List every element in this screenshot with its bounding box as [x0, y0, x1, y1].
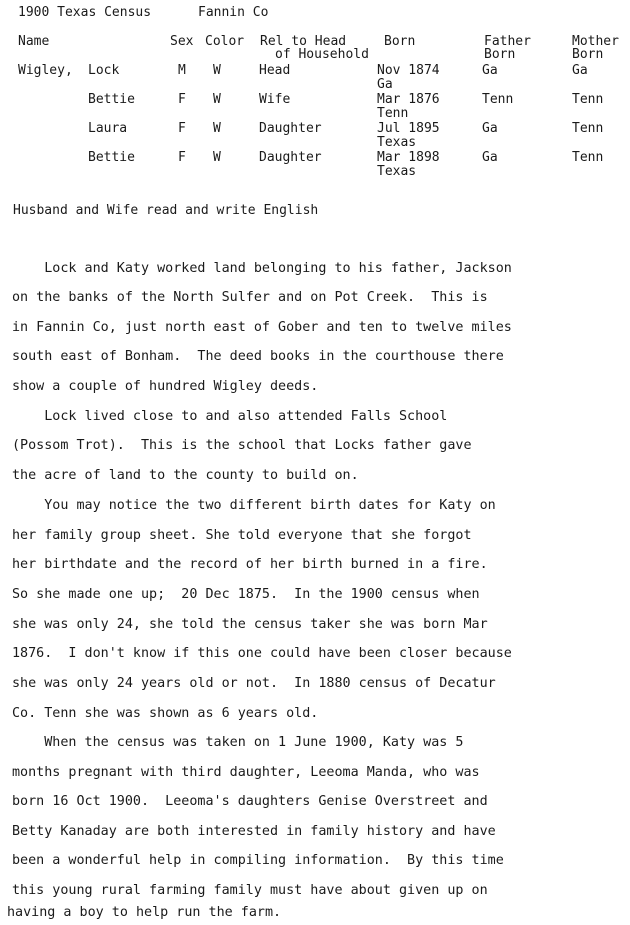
col-father-line2: Born: [484, 47, 516, 62]
body-line: When the census was taken on 1 June 1900, Katy was 5: [12, 735, 464, 750]
row-born-date: Nov 1874: [377, 63, 440, 78]
row-born-place: Texas: [377, 135, 417, 150]
body-line: on the banks of the North Sulfer and on Pot Creek. This is: [12, 290, 488, 305]
body-line: Lock and Katy worked land belonging to his father, Jackson: [12, 261, 512, 276]
body-line: the acre of land to the county to build on.: [12, 468, 359, 483]
row-relation: Daughter: [259, 150, 322, 165]
row-sex: M: [178, 63, 186, 78]
body-line: her birthdate and the record of her birth burned in a fire.: [12, 557, 488, 572]
body-line: this young rural farming family must have about given up on: [12, 883, 488, 898]
body-line: been a wonderful help in compiling information. By this time: [12, 853, 504, 868]
body-line: Co. Tenn she was shown as 6 years old.: [12, 706, 319, 721]
row-born-date: Mar 1898: [377, 150, 440, 165]
col-color: Color: [205, 34, 245, 49]
col-sex: Sex: [170, 34, 194, 49]
body-line: in Fannin Co, just north east of Gober and ten to twelve miles: [12, 320, 512, 335]
row-given-name: Lock: [88, 63, 120, 78]
row-sex: F: [178, 150, 186, 165]
body-line: You may notice the two different birth dates for Katy on: [12, 498, 496, 513]
body-line: south east of Bonham. The deed books in the courthouse there: [12, 349, 504, 364]
body-line: 1876. I don't know if this one could have been closer because: [12, 646, 512, 661]
body-line: (Possom Trot). This is the school that Locks father gave: [12, 438, 472, 453]
row-relation: Daughter: [259, 121, 322, 136]
body-line: she was only 24, she told the census taker she was born Mar: [12, 617, 488, 632]
row-father-born: Ga: [482, 121, 498, 136]
literacy-note: Husband and Wife read and write English: [13, 203, 319, 218]
body-line: she was only 24 years old or not. In 1880 census of Decatur: [12, 676, 496, 691]
row-color: W: [213, 63, 221, 78]
row-born-place: Texas: [377, 164, 417, 179]
row-born-date: Mar 1876: [377, 92, 440, 107]
col-mother-line1: Mother: [572, 34, 619, 49]
row-relation: Wife: [259, 92, 291, 107]
census-title: 1900 Texas Census: [18, 5, 152, 20]
body-line: born 16 Oct 1900. Leeoma's daughters Genise Overstreet and: [12, 794, 488, 809]
row-born-date: Jul 1895: [377, 121, 440, 136]
body-line: Betty Kanaday are both interested in family history and have: [12, 824, 496, 839]
row-father-born: Ga: [482, 150, 498, 165]
row-father-born: Ga: [482, 63, 498, 78]
row-born-place: Ga: [377, 77, 393, 92]
row-mother-born: Tenn: [572, 150, 604, 165]
body-line: her family group sheet. She told everyone that she forgot: [12, 528, 472, 543]
row-surname: Wigley,: [18, 63, 73, 78]
row-given-name: Bettie: [88, 92, 135, 107]
row-sex: F: [178, 121, 186, 136]
col-mother-line2: Born: [572, 47, 604, 62]
body-line: having a boy to help run the farm.: [7, 905, 282, 920]
body-line: months pregnant with third daughter, Leeoma Manda, who was: [12, 765, 480, 780]
body-line: So she made one up; 20 Dec 1875. In the 1900 census when: [12, 587, 480, 602]
row-given-name: Bettie: [88, 150, 135, 165]
row-mother-born: Tenn: [572, 121, 604, 136]
row-born-place: Tenn: [377, 106, 409, 121]
row-color: W: [213, 121, 221, 136]
col-born: Born: [384, 34, 416, 49]
row-color: W: [213, 150, 221, 165]
row-color: W: [213, 92, 221, 107]
col-rel-line1: Rel to Head: [260, 34, 347, 49]
row-relation: Head: [259, 63, 291, 78]
col-rel-line2: of Household: [275, 47, 369, 62]
body-line: Lock lived close to and also attended Falls School: [12, 409, 448, 424]
row-mother-born: Tenn: [572, 92, 604, 107]
col-name: Name: [18, 34, 50, 49]
row-given-name: Laura: [88, 121, 128, 136]
county-title: Fannin Co: [198, 5, 269, 20]
row-father-born: Tenn: [482, 92, 514, 107]
col-father-line1: Father: [484, 34, 531, 49]
body-line: show a couple of hundred Wigley deeds.: [12, 379, 319, 394]
row-sex: F: [178, 92, 186, 107]
row-mother-born: Ga: [572, 63, 588, 78]
